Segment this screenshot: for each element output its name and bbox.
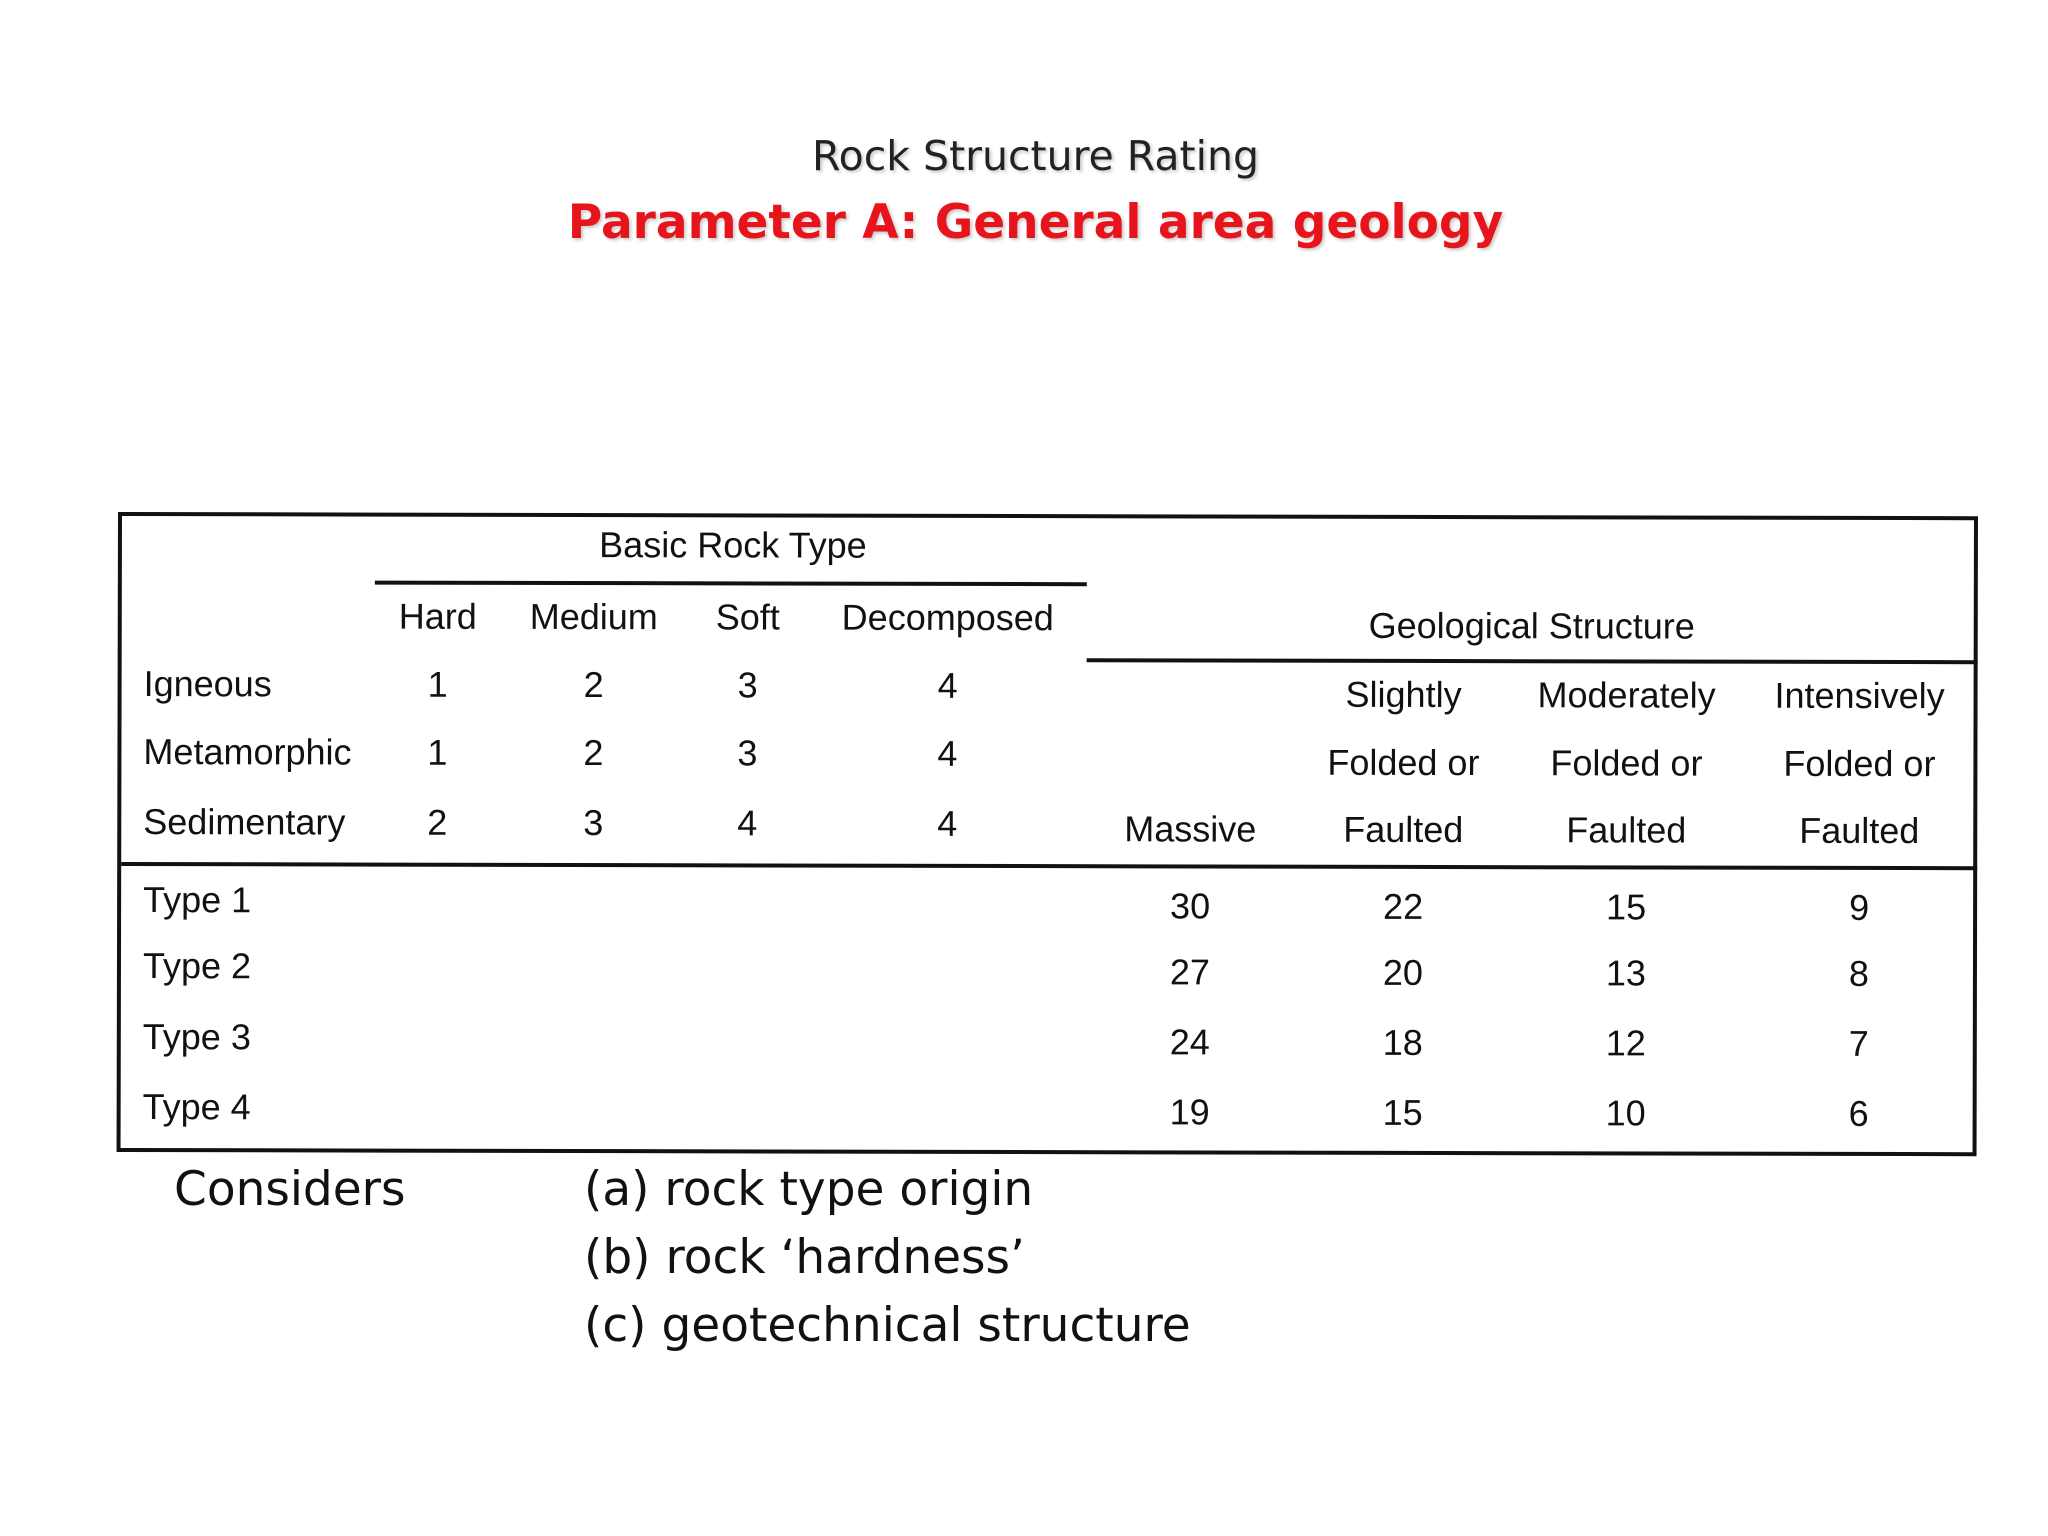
rock-value: 4 <box>937 732 958 774</box>
col-soft: Soft <box>715 596 780 638</box>
rating-table <box>117 512 1978 1156</box>
structure-underline <box>1087 658 1978 664</box>
col-slightly-line1: Slightly <box>1345 673 1462 716</box>
col-moderately-line2: Folded or <box>1550 742 1703 784</box>
structure-value: 19 <box>1169 1091 1210 1133</box>
row-label-type-3: Type 3 <box>142 1016 251 1058</box>
rock-value: 1 <box>427 731 448 773</box>
header-divider <box>121 862 1977 870</box>
row-label-type-4: Type 4 <box>142 1086 251 1128</box>
slide-title: Rock Structure Rating <box>812 132 1259 180</box>
rock-value: 2 <box>583 732 604 774</box>
rock-value: 3 <box>737 732 758 774</box>
structure-value: 18 <box>1382 1021 1423 1063</box>
col-moderately-line3: Faulted <box>1566 809 1687 851</box>
rock-value: 1 <box>427 663 448 705</box>
rock-type-header: Basic Rock Type <box>599 524 867 566</box>
note-item-b: (b) rock ‘hardness’ <box>584 1230 1025 1285</box>
structure-value: 8 <box>1848 952 1870 994</box>
structure-value: 9 <box>1849 886 1870 928</box>
row-label-type-2: Type 2 <box>142 945 252 987</box>
col-intensively-line1: Intensively <box>1774 674 1945 717</box>
col-moderately-line1: Moderately <box>1537 674 1716 716</box>
rock-value: 4 <box>737 802 758 844</box>
col-hard: Hard <box>398 595 477 637</box>
rock-value: 4 <box>937 664 958 706</box>
structure-value: 20 <box>1382 951 1424 993</box>
structure-value: 27 <box>1169 951 1211 993</box>
rock-value: 4 <box>937 802 958 844</box>
rock-value: 3 <box>737 664 758 706</box>
row-label-type-1: Type 1 <box>143 879 252 921</box>
structure-value: 30 <box>1170 885 1211 927</box>
structure-value: 6 <box>1848 1092 1869 1134</box>
structure-value: 24 <box>1169 1021 1210 1063</box>
col-medium: Medium <box>529 595 658 638</box>
slide-subtitle: Parameter A: General area geology <box>567 195 1504 250</box>
structure-header: Geological Structure <box>1368 604 1695 647</box>
col-slightly-line2: Folded or <box>1327 741 1480 784</box>
structure-value: 12 <box>1605 1022 1646 1064</box>
considers-label: Considers <box>174 1162 406 1217</box>
structure-value: 15 <box>1606 886 1647 928</box>
col-massive: Massive <box>1124 808 1257 850</box>
rock-value: 2 <box>427 801 448 843</box>
structure-value: 22 <box>1383 885 1424 927</box>
rock-value: 2 <box>583 664 604 706</box>
row-label-metamorphic: Metamorphic <box>143 731 352 773</box>
row-label-sedimentary: Sedimentary <box>143 801 346 843</box>
rock-value: 3 <box>583 802 604 844</box>
col-intensively-line2: Folded or <box>1783 742 1936 785</box>
structure-value: 7 <box>1848 1022 1869 1064</box>
col-intensively-line3: Faulted <box>1799 809 1920 852</box>
note-item-a: (a) rock type origin <box>584 1162 1034 1217</box>
col-slightly-line3: Faulted <box>1343 808 1464 851</box>
col-decomposed: Decomposed <box>841 596 1054 639</box>
row-label-igneous: Igneous <box>143 663 272 705</box>
structure-value: 13 <box>1605 952 1647 994</box>
structure-value: 10 <box>1605 1092 1646 1134</box>
structure-value: 15 <box>1382 1091 1423 1133</box>
rock-type-underline <box>375 581 1087 587</box>
note-item-c: (c) geotechnical structure <box>584 1298 1191 1353</box>
